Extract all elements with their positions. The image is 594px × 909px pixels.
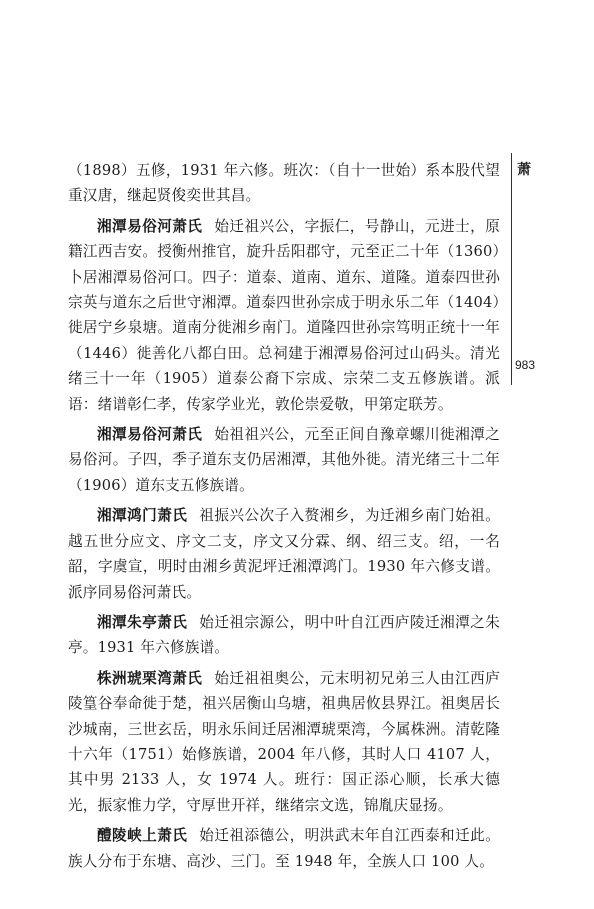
continuation-paragraph: （1898）五修，1931 年六修。班次：（自十一世始）系本股代望重汉唐，继起贤俊奕世其昌。 [68, 162, 500, 205]
entry-title: 株洲琥栗湾萧氏 [97, 669, 203, 687]
entry-title: 湘潭鸿门萧氏 [97, 507, 188, 525]
entry-title: 湘潭朱亭萧氏 [97, 613, 188, 631]
entry-paragraph [68, 666, 500, 818]
entry-title: 醴陵峡上萧氏 [97, 827, 188, 845]
text-column [68, 158, 500, 879]
entry-body: 始迁祖宗源公，明中叶自江西庐陵迁湘潭之朱亭。1931 年六修族谱。 [68, 613, 500, 657]
surname-side-label: 萧 [517, 162, 531, 178]
entry-body: 始迁祖兴公，字振仁，号静山，元进士，原籍江西吉安。授衡州推官，旋升岳阳郡守，元至正二十年（1360）卜居湘潭易俗河口。四子：道泰、道南、道东、道隆。道泰四世孙宗英与道东之后世守湘潭。道泰四世孙宗成于明永乐二年（1404）徙居宁乡泉塘。道南分徙湘乡南门。道隆四世孙宗笃明正统十一年（1446）徙善化八都白田。总祠建于湘潭易俗河过山码头。清光绪三十一年（1905）道泰公裔下宗成、宗荣二支五修族谱。派语：绪谱彰仁孝，传家学业光，敦伦崇爱敬，甲第定联芳。 [68, 217, 500, 413]
entry-paragraph [68, 610, 500, 661]
entry-paragraph [68, 214, 500, 417]
page-number: 983 [515, 358, 536, 372]
entry-paragraph [68, 823, 500, 874]
entry-title: 湘潭易俗河萧氏 [97, 426, 203, 444]
entry-title: 湘潭易俗河萧氏 [97, 217, 203, 235]
entry-body: 始祖祖兴公，元至正间自豫章螺川徙湘潭之易俗河。子四，季子道东支仍居湘潭，其他外徙。清光绪三十二年（1906）道东支五修族谱。 [68, 426, 500, 494]
margin-rule [511, 153, 512, 385]
entry-body: 始迁祖添德公，明洪武末年自江西泰和迁此。族人分布于东塘、高沙、三门。至 1948 年，全族人口 100 人。 [68, 827, 500, 870]
entry-paragraph [68, 503, 500, 605]
entry-paragraph [68, 422, 500, 498]
entry-body: 祖振兴公次子入赘湘乡，为迁湘乡南门始祖。越五世分应文、序文二支，序文又分霖、纲、绍三支。绍，一名韶，字虞宣，明时由湘乡黄泥坪迁湘潭鸿门。1930 年六修支谱。派序同易俗河萧氏。 [68, 507, 500, 601]
entry-body: 始迁祖祖奥公，元末明初兄弟三人由江西庐陵篁谷奉命徙于楚，祖兴居衡山乌塘，祖典居攸县界江。祖奥居长沙城南，三世玄岳，明永乐间迁居湘潭琥栗湾，今属株洲。清乾隆十六年（1751）始修族谱，2004 年八修，其时人口 4107 人，其中男 2133 人，女 1974 人。班行：国正添心顺，长承大德光，振家惟力学，守厚世开祥，继绪宗文选，锦胤庆显扬。 [68, 669, 500, 814]
